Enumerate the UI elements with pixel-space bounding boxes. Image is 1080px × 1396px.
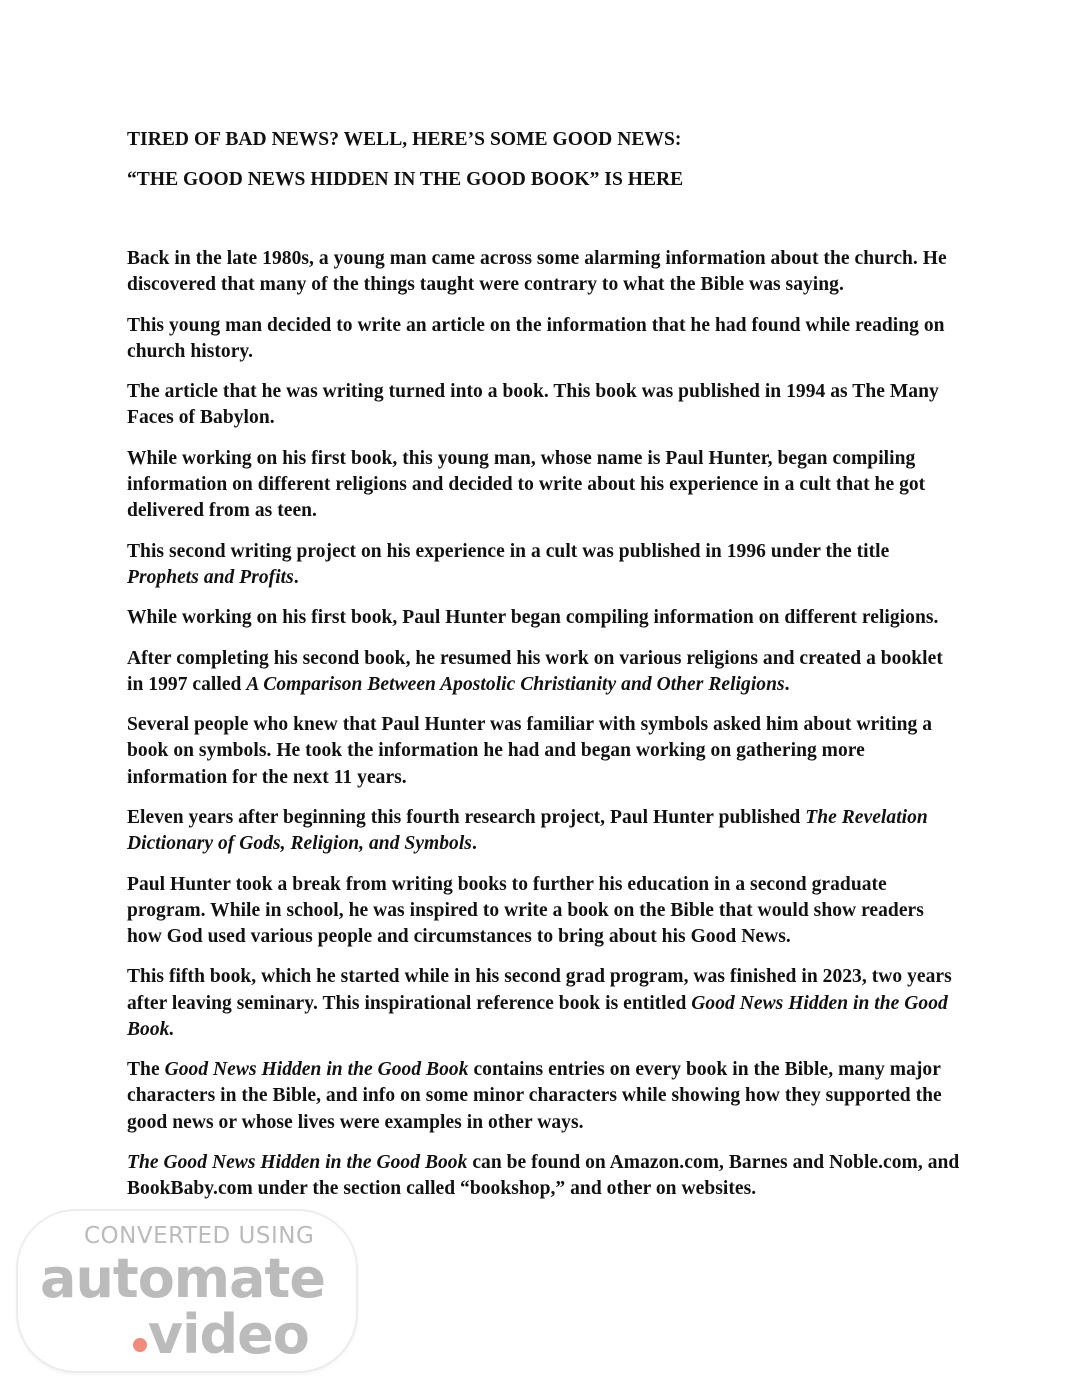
paragraph-12: The Good News Hidden in the Good Book contains entries on every book in the Bible, many major characters in the Bible, and info on some minor characters while showing how they supported the good news or whose lives were examples in other ways. [127,1059,942,1133]
paragraph-5: This second writing project on his experience in a cult was published in 1996 under the title Prophets and Profits. [127,540,890,588]
watermark-video-logo: video [147,1303,309,1366]
paragraph-10: Paul Hunter took a break from writing books to further his education in a second graduate program. While in school, he was inspired to write a book on the Bible that would show readers how God used various people and circumstances to bring about his Good News. [127,873,924,947]
paragraph-1: Back in the late 1980s, a young man came across some alarming information about the church. He discovered that many of the things taught were contrary to what the Bible was saying. [127,248,947,296]
headline-good-news-book: “THE GOOD NEWS HIDDEN IN THE GOOD BOOK” IS HERE [127,169,684,190]
book-title-italic: The Good News Hidden in the Good Book [127,1151,468,1173]
paragraph-4: While working on his first book, this young man, whose name is Paul Hunter, began compiling information on different religions and decided to write about his experience in a cult that he got delivered from as teen. [127,447,926,522]
automate-video-watermark [18,1211,356,1371]
paragraph-13: The Good News Hidden in the Good Book can be found on Amazon.com, Barnes and Noble.com, and BookBaby.com under the section called “bookshop,” and other on websites. [127,1151,960,1200]
book-title-italic: The Revelation Dictionary of Gods, Religion, and Symbols [127,806,928,855]
paragraph-6: While working on his first book, Paul Hunter began compiling information on different religions. [127,607,939,629]
document-body [127,246,962,1202]
paragraph-8: Several people who knew that Paul Hunter was familiar with symbols asked him about writing a book on symbols. He took the information he had and began working on gathering more information for the next 11 years. [127,714,933,788]
paragraph-7: After completing his second book, he resumed his work on various religions and created a booklet in 1997 called A Comparison Between Apostolic Christianity and Other Religions. [127,647,943,695]
book-title-italic: Good News Hidden in the Good Book. [127,992,948,1040]
book-title-italic: A Comparison Between Apostolic Christianity and Other Religions [246,673,785,695]
paragraph-9: Eleven years after beginning this fourth research project, Paul Hunter published The Revelation Dictionary of Gods, Religion, and Symbols. [127,806,928,855]
watermark-converted-label: CONVERTED USING [84,1223,315,1249]
document-page [127,124,962,1217]
paragraph-3: The article that he was writing turned into a book. This book was published in 1994 as The Many Faces of Babylon. [127,381,939,429]
book-title-italic: Good News Hidden in the Good Book [164,1059,469,1081]
paragraph-11: This fifth book, which he started while in his second grad program, was finished in 2023, two years after leaving seminary. This inspirational reference book is entitled Good News Hidden in the Good Book. [127,966,952,1040]
book-title-italic: Prophets and Profits [127,566,294,588]
paragraph-2: This young man decided to write an article on the information that he had found while reading on church history. [127,314,945,362]
headline-bad-news: TIRED OF BAD NEWS? WELL, HERE’S SOME GOOD NEWS: [127,129,682,150]
watermark-automate-logo: automate [40,1247,325,1310]
